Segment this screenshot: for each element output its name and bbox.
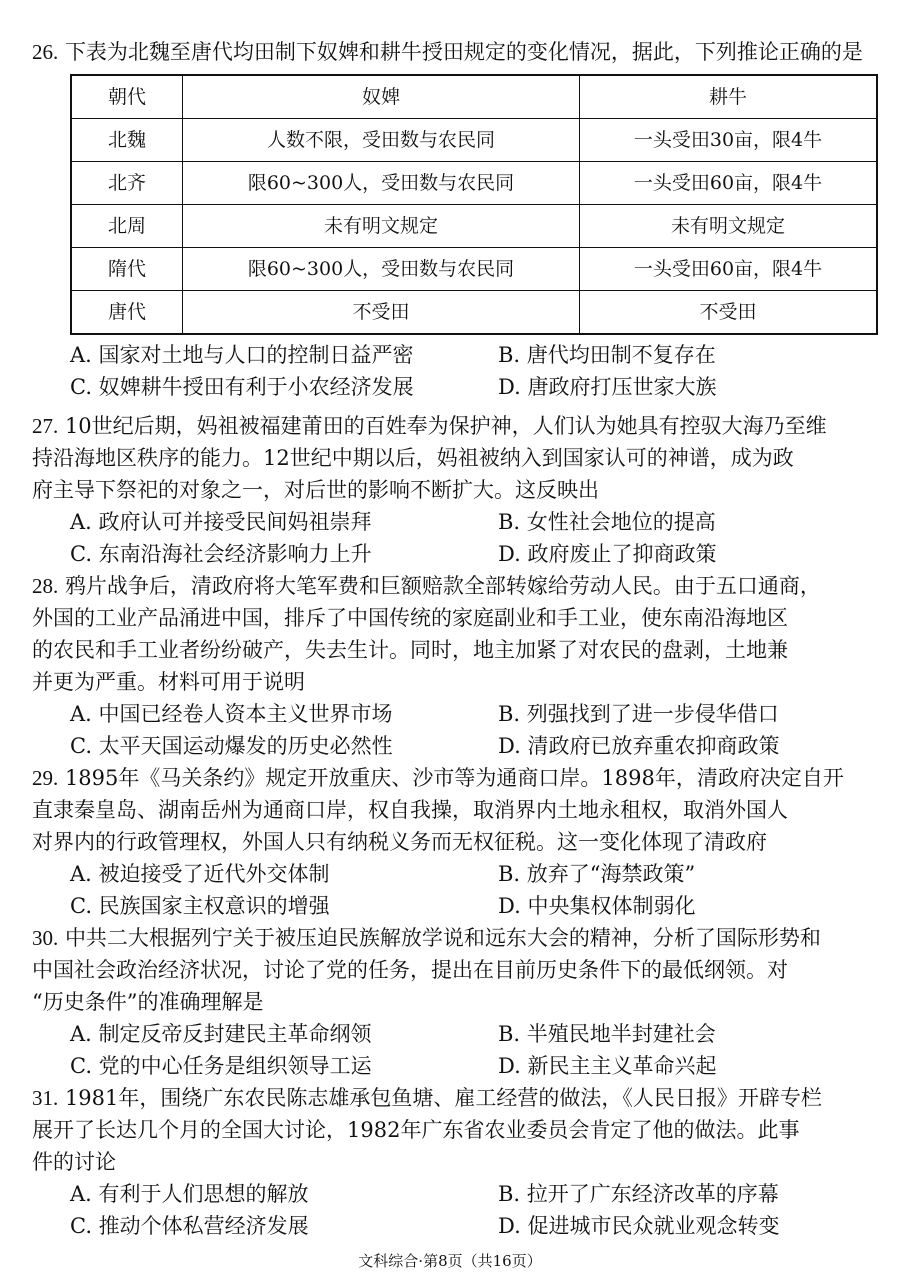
option-a[interactable]: A. 国家对土地与人口的控制日益严密 bbox=[70, 343, 414, 367]
question-number: 30. bbox=[32, 926, 59, 950]
question-number: 28. bbox=[32, 574, 59, 598]
stem-line: 件的讨论 bbox=[32, 1150, 116, 1174]
option-b[interactable]: B. 放弃了“海禁政策” bbox=[498, 862, 696, 886]
question-text: 下表为北魏至唐代均田制下奴婢和耕牛授田规定的变化情况，据此，下列推论正确的是 bbox=[64, 40, 863, 64]
table-header: 耕牛 bbox=[580, 75, 878, 119]
options bbox=[70, 698, 900, 762]
table-cell: 唐代 bbox=[71, 291, 183, 335]
question-stem bbox=[32, 410, 878, 506]
stem-line: 1981年，围绕广东农民陈志雄承包鱼塘、雇工经营的做法，《人民日报》开辟专栏 bbox=[64, 1086, 822, 1110]
table-row bbox=[71, 162, 877, 205]
option-a[interactable]: A. 政府认可并接受民间妈祖崇拜 bbox=[70, 510, 372, 534]
table-cell: 一头受田60亩，限4牛 bbox=[580, 162, 878, 205]
option-b[interactable]: B. 女性社会地位的提高 bbox=[498, 510, 716, 534]
option-d[interactable]: D. 中央集权体制弱化 bbox=[498, 894, 696, 918]
options bbox=[70, 1018, 900, 1082]
question-27 bbox=[32, 410, 878, 570]
table-cell: 限60~300人，受田数与农民同 bbox=[183, 248, 580, 291]
stem-line: 中共二大根据列宁关于被压迫民族解放学说和远东大会的精神，分析了国际形势和 bbox=[64, 926, 821, 950]
table-cell: 一头受田30亩，限4牛 bbox=[580, 119, 878, 162]
option-c[interactable]: C. 民族国家主权意识的增强 bbox=[70, 894, 330, 918]
page-footer: 文科综合·第8页（共16页） bbox=[358, 1252, 542, 1270]
option-b[interactable]: B. 唐代均田制不复存在 bbox=[498, 343, 716, 367]
stem-line: 持沿海地区秩序的能力。12世纪中期以后，妈祖被纳入到国家认可的神谱，成为政 bbox=[32, 446, 794, 470]
stem-line: 对界内的行政管理权，外国人只有纳税义务而无权征税。这一变化体现了清政府 bbox=[32, 830, 767, 854]
question-stem bbox=[32, 922, 878, 1018]
stem-line: 直隶秦皇岛、湖南岳州为通商口岸，权自我操，取消界内土地永租权，取消外国人 bbox=[32, 798, 788, 822]
question-29 bbox=[32, 762, 878, 922]
table-row bbox=[71, 291, 877, 335]
table-header: 朝代 bbox=[71, 75, 183, 119]
question-number: 26. bbox=[32, 40, 59, 64]
stem-line: “历史条件”的准确理解是 bbox=[32, 990, 264, 1014]
option-d[interactable]: D. 清政府已放弃重农抑商政策 bbox=[498, 734, 780, 758]
stem-line: 的农民和手工业者纷纷破产，失去生计。同时，地主加紧了对农民的盘剥，土地兼 bbox=[32, 638, 788, 662]
option-d[interactable]: D. 政府废止了抑商政策 bbox=[498, 542, 717, 566]
question-28 bbox=[32, 570, 878, 762]
table-cell: 未有明文规定 bbox=[580, 205, 878, 248]
option-a[interactable]: A. 有利于人们思想的解放 bbox=[70, 1182, 309, 1206]
land-allocation-table bbox=[70, 74, 878, 335]
table-header-row bbox=[71, 75, 877, 119]
table-row bbox=[71, 205, 877, 248]
table-cell: 限60~300人，受田数与农民同 bbox=[183, 162, 580, 205]
table-cell: 隋代 bbox=[71, 248, 183, 291]
options bbox=[70, 339, 900, 403]
stem-line: 外国的工业产品涌进中国，排斥了中国传统的家庭副业和手工业，使东南沿海地区 bbox=[32, 606, 788, 630]
question-30 bbox=[32, 922, 878, 1082]
options bbox=[70, 858, 900, 922]
question-number: 29. bbox=[32, 766, 59, 790]
table-row bbox=[71, 248, 877, 291]
option-a[interactable]: A. 制定反帝反封建民主革命纲领 bbox=[70, 1022, 372, 1046]
question-number: 31. bbox=[32, 1086, 59, 1110]
stem-line: 中国社会政治经济状况，讨论了党的任务，提出在目前历史条件下的最低纲领。对 bbox=[32, 958, 788, 982]
stem-line: 鸦片战争后，清政府将大笔军费和巨额赔款全部转嫁给劳动人民。由于五口通商， bbox=[64, 574, 821, 598]
option-b[interactable]: B. 列强找到了进一步侵华借口 bbox=[498, 702, 779, 726]
question-stem bbox=[32, 762, 878, 858]
table-header: 奴婢 bbox=[183, 75, 580, 119]
option-c[interactable]: C. 奴婢耕牛授田有利于小农经济发展 bbox=[70, 375, 414, 399]
stem-line: 展开了长达几个月的全国大讨论，1982年广东省农业委员会肯定了他的做法。此事 bbox=[32, 1118, 800, 1142]
table-cell: 北周 bbox=[71, 205, 183, 248]
options bbox=[70, 1178, 900, 1242]
option-b[interactable]: B. 拉开了广东经济改革的序幕 bbox=[498, 1182, 779, 1206]
question-stem bbox=[32, 1082, 878, 1178]
question-stem bbox=[32, 36, 878, 68]
option-a[interactable]: A. 被迫接受了近代外交体制 bbox=[70, 862, 330, 886]
stem-line: 10世纪后期，妈祖被福建莆田的百姓奉为保护神，人们认为她具有控驭大海乃至维 bbox=[64, 414, 827, 438]
option-d[interactable]: D. 唐政府打压世家大族 bbox=[498, 375, 717, 399]
table-cell: 不受田 bbox=[183, 291, 580, 335]
option-c[interactable]: C. 党的中心任务是组织领导工运 bbox=[70, 1054, 372, 1078]
stem-line: 府主导下祭祀的对象之一，对后世的影响不断扩大。这反映出 bbox=[32, 478, 599, 502]
option-b[interactable]: B. 半殖民地半封建社会 bbox=[498, 1022, 716, 1046]
question-stem bbox=[32, 570, 878, 698]
table-cell: 未有明文规定 bbox=[183, 205, 580, 248]
question-31 bbox=[32, 1082, 878, 1242]
option-c[interactable]: C. 东南沿海社会经济影响力上升 bbox=[70, 542, 372, 566]
table-cell: 一头受田60亩，限4牛 bbox=[580, 248, 878, 291]
option-d[interactable]: D. 新民主主义革命兴起 bbox=[498, 1054, 717, 1078]
question-26 bbox=[32, 36, 878, 403]
table-cell: 不受田 bbox=[580, 291, 878, 335]
table-cell: 北魏 bbox=[71, 119, 183, 162]
stem-line: 并更为严重。材料可用于说明 bbox=[32, 670, 305, 694]
table-cell: 人数不限，受田数与农民同 bbox=[183, 119, 580, 162]
option-c[interactable]: C. 推动个体私营经济发展 bbox=[70, 1214, 309, 1238]
options bbox=[70, 506, 900, 570]
table-row bbox=[71, 119, 877, 162]
stem-line: 1895年《马关条约》规定开放重庆、沙市等为通商口岸。1898年，清政府决定自开 bbox=[64, 766, 844, 790]
option-c[interactable]: C. 太平天国运动爆发的历史必然性 bbox=[70, 734, 393, 758]
option-d[interactable]: D. 促进城市民众就业观念转变 bbox=[498, 1214, 780, 1238]
option-a[interactable]: A. 中国已经卷人资本主义世界市场 bbox=[70, 702, 393, 726]
question-number: 27. bbox=[32, 414, 59, 438]
table-cell: 北齐 bbox=[71, 162, 183, 205]
